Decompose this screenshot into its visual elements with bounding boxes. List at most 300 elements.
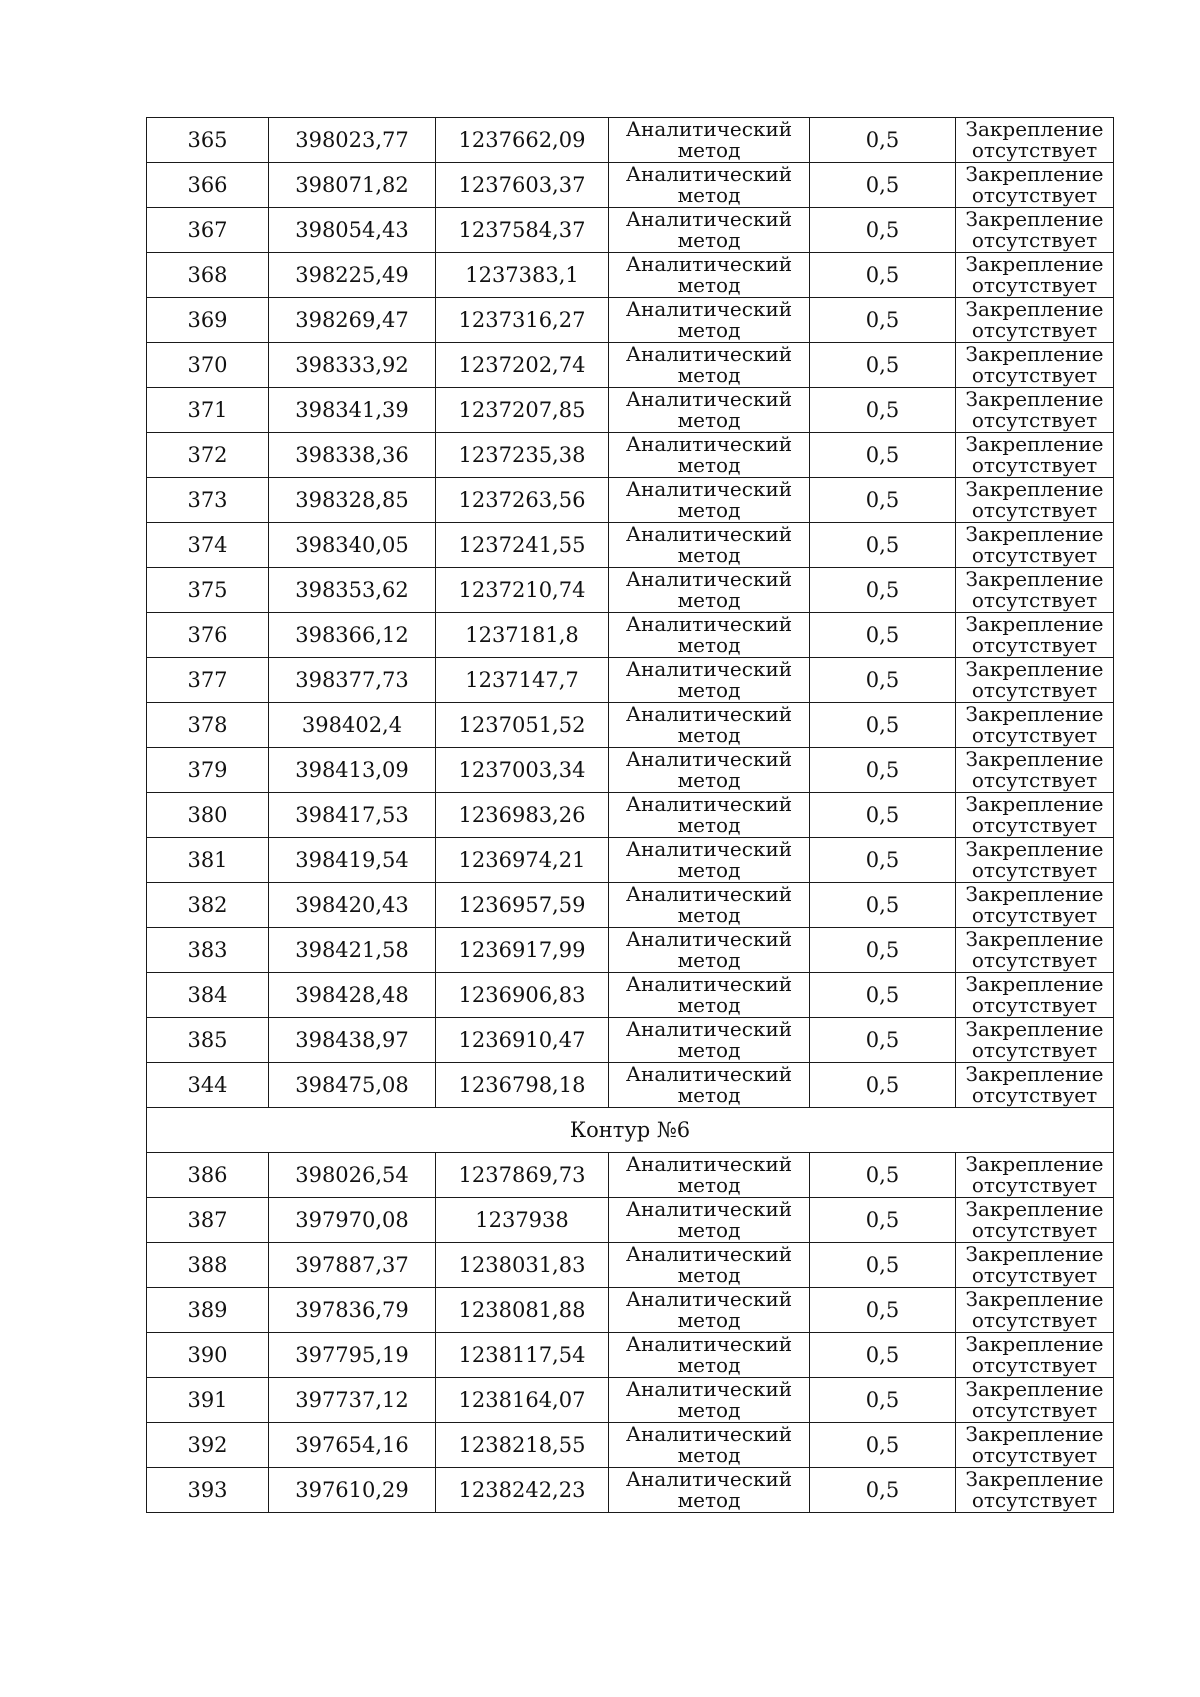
method-cell-line: метод <box>677 1308 741 1332</box>
accuracy-cell: 0,5 <box>810 1018 956 1063</box>
coord-y: 1237662,09 <box>436 118 609 163</box>
fixing-cell <box>956 523 1114 568</box>
point-number: 369 <box>147 298 269 343</box>
method-cell-line: Аналитический <box>625 477 793 501</box>
fixing-cell-line: отсутствует <box>971 678 1098 702</box>
point-number: 386 <box>147 1153 269 1198</box>
method-cell <box>609 118 810 163</box>
method-cell-line: метод <box>677 1083 741 1107</box>
accuracy-cell: 0,5 <box>810 388 956 433</box>
point-number: 375 <box>147 568 269 613</box>
accuracy-cell: 0,5 <box>810 253 956 298</box>
method-cell <box>609 478 810 523</box>
fixing-cell-line: отсутствует <box>971 1398 1098 1422</box>
method-cell-line: Аналитический <box>625 567 793 591</box>
fixing-cell <box>956 883 1114 928</box>
fixing-cell <box>956 1468 1114 1513</box>
table-row <box>147 1198 1114 1243</box>
fixing-cell-line: Закрепление <box>965 1242 1104 1266</box>
fixing-cell-line: отсутствует <box>971 1218 1098 1242</box>
fixing-cell-line: Закрепление <box>965 387 1104 411</box>
method-cell <box>609 883 810 928</box>
coord-x: 397887,37 <box>269 1243 436 1288</box>
table-row <box>147 523 1114 568</box>
method-cell <box>609 1243 810 1288</box>
fixing-cell-line: Закрепление <box>965 477 1104 501</box>
fixing-cell-line: Закрепление <box>965 117 1104 141</box>
method-cell <box>609 1378 810 1423</box>
coordinates-table <box>146 117 1114 1513</box>
coord-y: 1237869,73 <box>436 1153 609 1198</box>
coord-y: 1237210,74 <box>436 568 609 613</box>
fixing-cell-line: Закрепление <box>965 882 1104 906</box>
coord-y: 1237603,37 <box>436 163 609 208</box>
coord-y: 1237202,74 <box>436 343 609 388</box>
point-number: 390 <box>147 1333 269 1378</box>
fixing-cell <box>956 973 1114 1018</box>
fixing-cell <box>956 343 1114 388</box>
method-cell <box>609 793 810 838</box>
fixing-cell-line: Закрепление <box>965 612 1104 636</box>
point-number: 376 <box>147 613 269 658</box>
table-row <box>147 1423 1114 1468</box>
point-number: 382 <box>147 883 269 928</box>
method-cell-line: Аналитический <box>625 297 793 321</box>
table-row <box>147 568 1114 613</box>
table-row <box>147 1153 1114 1198</box>
accuracy-cell: 0,5 <box>810 1468 956 1513</box>
method-cell-line: Аналитический <box>625 702 793 726</box>
table-row <box>147 613 1114 658</box>
table-row <box>147 118 1114 163</box>
fixing-cell <box>956 1153 1114 1198</box>
method-cell-line: Аналитический <box>625 522 793 546</box>
point-number: 385 <box>147 1018 269 1063</box>
table-row <box>147 253 1114 298</box>
method-cell-line: Аналитический <box>625 792 793 816</box>
coord-x: 397737,12 <box>269 1378 436 1423</box>
coord-x: 398419,54 <box>269 838 436 883</box>
fixing-cell-line: Закрепление <box>965 792 1104 816</box>
fixing-cell-line: отсутствует <box>971 858 1098 882</box>
table-row <box>147 1243 1114 1288</box>
fixing-cell-line: отсутствует <box>971 723 1098 747</box>
fixing-cell <box>956 838 1114 883</box>
fixing-cell <box>956 208 1114 253</box>
fixing-cell <box>956 1333 1114 1378</box>
method-cell <box>609 838 810 883</box>
fixing-cell <box>956 253 1114 298</box>
method-cell-line: метод <box>677 903 741 927</box>
method-cell-line: метод <box>677 588 741 612</box>
accuracy-cell: 0,5 <box>810 523 956 568</box>
fixing-cell-line: Закрепление <box>965 1197 1104 1221</box>
fixing-cell-line: отсутствует <box>971 948 1098 972</box>
coord-x: 398071,82 <box>269 163 436 208</box>
method-cell-line: метод <box>677 453 741 477</box>
fixing-cell-line: Закрепление <box>965 702 1104 726</box>
method-cell-line: метод <box>677 1488 741 1512</box>
method-cell <box>609 1063 810 1108</box>
coord-x: 398417,53 <box>269 793 436 838</box>
method-cell-line: Аналитический <box>625 1242 793 1266</box>
fixing-cell-line: Закрепление <box>965 1422 1104 1446</box>
method-cell-line: метод <box>677 318 741 342</box>
fixing-cell <box>956 1243 1114 1288</box>
method-cell-line: Аналитический <box>625 342 793 366</box>
fixing-cell-line: отсутствует <box>971 633 1098 657</box>
method-cell-line: Аналитический <box>625 432 793 456</box>
fixing-cell <box>956 613 1114 658</box>
point-number: 389 <box>147 1288 269 1333</box>
method-cell-line: метод <box>677 768 741 792</box>
point-number: 384 <box>147 973 269 1018</box>
method-cell-line: Аналитический <box>625 162 793 186</box>
table-row <box>147 388 1114 433</box>
method-cell-line: метод <box>677 1263 741 1287</box>
table-row <box>147 838 1114 883</box>
coord-x: 398023,77 <box>269 118 436 163</box>
point-number: 388 <box>147 1243 269 1288</box>
method-cell <box>609 433 810 478</box>
point-number: 344 <box>147 1063 269 1108</box>
method-cell-line: Аналитический <box>625 837 793 861</box>
coord-x: 398340,05 <box>269 523 436 568</box>
accuracy-cell: 0,5 <box>810 478 956 523</box>
document-page <box>146 117 1113 1513</box>
fixing-cell <box>956 1378 1114 1423</box>
coord-x: 398341,39 <box>269 388 436 433</box>
method-cell-line: метод <box>677 1353 741 1377</box>
accuracy-cell: 0,5 <box>810 703 956 748</box>
accuracy-cell: 0,5 <box>810 208 956 253</box>
table-row <box>147 793 1114 838</box>
fixing-cell-line: Закрепление <box>965 207 1104 231</box>
coord-x: 398225,49 <box>269 253 436 298</box>
fixing-cell-line: отсутствует <box>971 543 1098 567</box>
coordinates-table-body <box>147 118 1114 1513</box>
fixing-cell <box>956 1063 1114 1108</box>
method-cell-line: метод <box>677 948 741 972</box>
table-row <box>147 208 1114 253</box>
fixing-cell-line: отсутствует <box>971 138 1098 162</box>
table-row <box>147 748 1114 793</box>
method-cell-line: метод <box>677 543 741 567</box>
fixing-cell <box>956 568 1114 613</box>
fixing-cell-line: отсутствует <box>971 768 1098 792</box>
fixing-cell-line: отсутствует <box>971 1308 1098 1332</box>
coord-y: 1236906,83 <box>436 973 609 1018</box>
fixing-cell-line: отсутствует <box>971 1353 1098 1377</box>
coord-y: 1237263,56 <box>436 478 609 523</box>
method-cell-line: метод <box>677 1443 741 1467</box>
coord-x: 398333,92 <box>269 343 436 388</box>
point-number: 368 <box>147 253 269 298</box>
fixing-cell <box>956 388 1114 433</box>
fixing-cell <box>956 298 1114 343</box>
method-cell-line: Аналитический <box>625 1422 793 1446</box>
fixing-cell-line: отсутствует <box>971 453 1098 477</box>
fixing-cell <box>956 658 1114 703</box>
fixing-cell-line: отсутствует <box>971 993 1098 1017</box>
coord-y: 1236957,59 <box>436 883 609 928</box>
coord-y: 1237181,8 <box>436 613 609 658</box>
method-cell-line: Аналитический <box>625 1332 793 1356</box>
fixing-cell <box>956 163 1114 208</box>
fixing-cell <box>956 928 1114 973</box>
point-number: 380 <box>147 793 269 838</box>
fixing-cell <box>956 748 1114 793</box>
method-cell-line: Аналитический <box>625 1467 793 1491</box>
fixing-cell-line: отсутствует <box>971 228 1098 252</box>
point-number: 366 <box>147 163 269 208</box>
fixing-cell-line: Закрепление <box>965 657 1104 681</box>
point-number: 379 <box>147 748 269 793</box>
fixing-cell-line: Закрепление <box>965 432 1104 456</box>
method-cell-line: Аналитический <box>625 1197 793 1221</box>
fixing-cell-line: отсутствует <box>971 363 1098 387</box>
fixing-cell-line: Закрепление <box>965 1152 1104 1176</box>
table-row <box>147 928 1114 973</box>
fixing-cell-line: отсутствует <box>971 318 1098 342</box>
table-row <box>147 343 1114 388</box>
fixing-cell <box>956 1288 1114 1333</box>
accuracy-cell: 0,5 <box>810 838 956 883</box>
coord-y: 1236910,47 <box>436 1018 609 1063</box>
method-cell <box>609 1423 810 1468</box>
accuracy-cell: 0,5 <box>810 928 956 973</box>
fixing-cell-line: отсутствует <box>971 1443 1098 1467</box>
coord-y: 1236983,26 <box>436 793 609 838</box>
fixing-cell <box>956 1018 1114 1063</box>
method-cell-line: метод <box>677 858 741 882</box>
accuracy-cell: 0,5 <box>810 1333 956 1378</box>
fixing-cell <box>956 1198 1114 1243</box>
table-row <box>147 478 1114 523</box>
table-row <box>147 433 1114 478</box>
coord-x: 398428,48 <box>269 973 436 1018</box>
coord-x: 398054,43 <box>269 208 436 253</box>
fixing-cell <box>956 478 1114 523</box>
table-row <box>147 1468 1114 1513</box>
fixing-cell-line: отсутствует <box>971 1173 1098 1197</box>
fixing-cell <box>956 703 1114 748</box>
method-cell <box>609 1153 810 1198</box>
method-cell-line: метод <box>677 1218 741 1242</box>
point-number: 381 <box>147 838 269 883</box>
point-number: 377 <box>147 658 269 703</box>
method-cell-line: метод <box>677 723 741 747</box>
point-number: 392 <box>147 1423 269 1468</box>
coord-x: 397654,16 <box>269 1423 436 1468</box>
fixing-cell <box>956 793 1114 838</box>
method-cell-line: метод <box>677 813 741 837</box>
fixing-cell-line: Закрепление <box>965 972 1104 996</box>
fixing-cell-line: Закрепление <box>965 162 1104 186</box>
fixing-cell-line: Закрепление <box>965 1062 1104 1086</box>
table-row <box>147 1333 1114 1378</box>
accuracy-cell: 0,5 <box>810 343 956 388</box>
accuracy-cell: 0,5 <box>810 613 956 658</box>
method-cell-line: метод <box>677 408 741 432</box>
point-number: 365 <box>147 118 269 163</box>
coord-y: 1237235,38 <box>436 433 609 478</box>
method-cell <box>609 163 810 208</box>
coord-y: 1237147,7 <box>436 658 609 703</box>
point-number: 373 <box>147 478 269 523</box>
coord-x: 398438,97 <box>269 1018 436 1063</box>
coord-x: 397610,29 <box>269 1468 436 1513</box>
fixing-cell-line: отсутствует <box>971 408 1098 432</box>
fixing-cell-line: Закрепление <box>965 342 1104 366</box>
point-number: 371 <box>147 388 269 433</box>
coord-y: 1238242,23 <box>436 1468 609 1513</box>
accuracy-cell: 0,5 <box>810 1243 956 1288</box>
table-row <box>147 883 1114 928</box>
coord-x: 398269,47 <box>269 298 436 343</box>
coord-y: 1237207,85 <box>436 388 609 433</box>
coord-x: 398366,12 <box>269 613 436 658</box>
coord-y: 1237938 <box>436 1198 609 1243</box>
method-cell-line: Аналитический <box>625 1152 793 1176</box>
method-cell-line: Аналитический <box>625 1062 793 1086</box>
coord-x: 397836,79 <box>269 1288 436 1333</box>
table-row <box>147 163 1114 208</box>
fixing-cell-line: отсутствует <box>971 498 1098 522</box>
method-cell-line: Аналитический <box>625 387 793 411</box>
accuracy-cell: 0,5 <box>810 658 956 703</box>
coord-x: 398402,4 <box>269 703 436 748</box>
method-cell-line: Аналитический <box>625 207 793 231</box>
fixing-cell-line: отсутствует <box>971 813 1098 837</box>
coord-y: 1237241,55 <box>436 523 609 568</box>
method-cell <box>609 973 810 1018</box>
fixing-cell-line: Закрепление <box>965 252 1104 276</box>
point-number: 370 <box>147 343 269 388</box>
fixing-cell-line: отсутствует <box>971 903 1098 927</box>
coord-y: 1237051,52 <box>436 703 609 748</box>
coord-x: 398377,73 <box>269 658 436 703</box>
method-cell-line: метод <box>677 678 741 702</box>
fixing-cell-line: Закрепление <box>965 567 1104 591</box>
method-cell-line: метод <box>677 138 741 162</box>
coord-y: 1237316,27 <box>436 298 609 343</box>
method-cell <box>609 253 810 298</box>
method-cell-line: метод <box>677 183 741 207</box>
fixing-cell <box>956 118 1114 163</box>
table-row <box>147 1063 1114 1108</box>
point-number: 393 <box>147 1468 269 1513</box>
method-cell <box>609 1288 810 1333</box>
fixing-cell-line: отсутствует <box>971 1083 1098 1107</box>
table-row <box>147 703 1114 748</box>
coord-x: 398475,08 <box>269 1063 436 1108</box>
point-number: 387 <box>147 1198 269 1243</box>
method-cell <box>609 343 810 388</box>
coord-x: 398338,36 <box>269 433 436 478</box>
fixing-cell-line: Закрепление <box>965 297 1104 321</box>
method-cell-line: метод <box>677 363 741 387</box>
method-cell-line: Аналитический <box>625 612 793 636</box>
method-cell-line: метод <box>677 633 741 657</box>
accuracy-cell: 0,5 <box>810 118 956 163</box>
accuracy-cell: 0,5 <box>810 973 956 1018</box>
method-cell-line: Аналитический <box>625 657 793 681</box>
method-cell <box>609 748 810 793</box>
fixing-cell-line: Закрепление <box>965 522 1104 546</box>
method-cell <box>609 1468 810 1513</box>
coord-y: 1238164,07 <box>436 1378 609 1423</box>
fixing-cell-line: отсутствует <box>971 273 1098 297</box>
method-cell <box>609 703 810 748</box>
method-cell <box>609 658 810 703</box>
fixing-cell-line: отсутствует <box>971 183 1098 207</box>
table-row <box>147 298 1114 343</box>
table-row <box>147 973 1114 1018</box>
method-cell <box>609 523 810 568</box>
accuracy-cell: 0,5 <box>810 433 956 478</box>
method-cell <box>609 1198 810 1243</box>
method-cell-line: Аналитический <box>625 927 793 951</box>
coord-y: 1237383,1 <box>436 253 609 298</box>
accuracy-cell: 0,5 <box>810 1198 956 1243</box>
coord-x: 398328,85 <box>269 478 436 523</box>
method-cell-line: метод <box>677 993 741 1017</box>
fixing-cell <box>956 433 1114 478</box>
point-number: 378 <box>147 703 269 748</box>
method-cell <box>609 298 810 343</box>
method-cell <box>609 928 810 973</box>
method-cell-line: метод <box>677 273 741 297</box>
fixing-cell-line: отсутствует <box>971 588 1098 612</box>
fixing-cell-line: Закрепление <box>965 1017 1104 1041</box>
coord-x: 398420,43 <box>269 883 436 928</box>
method-cell <box>609 568 810 613</box>
point-number: 391 <box>147 1378 269 1423</box>
method-cell-line: метод <box>677 1398 741 1422</box>
accuracy-cell: 0,5 <box>810 748 956 793</box>
fixing-cell-line: отсутствует <box>971 1263 1098 1287</box>
accuracy-cell: 0,5 <box>810 1423 956 1468</box>
method-cell-line: метод <box>677 1038 741 1062</box>
method-cell <box>609 388 810 433</box>
method-cell-line: Аналитический <box>625 1287 793 1311</box>
method-cell-line: Аналитический <box>625 1017 793 1041</box>
coord-y: 1238031,83 <box>436 1243 609 1288</box>
accuracy-cell: 0,5 <box>810 1063 956 1108</box>
accuracy-cell: 0,5 <box>810 1153 956 1198</box>
method-cell <box>609 613 810 658</box>
point-number: 374 <box>147 523 269 568</box>
coord-x: 397795,19 <box>269 1333 436 1378</box>
point-number: 383 <box>147 928 269 973</box>
method-cell <box>609 208 810 253</box>
accuracy-cell: 0,5 <box>810 793 956 838</box>
table-row <box>147 1018 1114 1063</box>
coord-x: 398353,62 <box>269 568 436 613</box>
contour-heading: Контур №6 <box>147 1108 1114 1153</box>
coord-y: 1238218,55 <box>436 1423 609 1468</box>
coord-x: 398026,54 <box>269 1153 436 1198</box>
method-cell-line: Аналитический <box>625 252 793 276</box>
coord-x: 397970,08 <box>269 1198 436 1243</box>
contour-heading-row <box>147 1108 1114 1153</box>
method-cell-line: метод <box>677 1173 741 1197</box>
fixing-cell-line: Закрепление <box>965 747 1104 771</box>
method-cell-line: Аналитический <box>625 747 793 771</box>
fixing-cell <box>956 1423 1114 1468</box>
method-cell-line: Аналитический <box>625 972 793 996</box>
